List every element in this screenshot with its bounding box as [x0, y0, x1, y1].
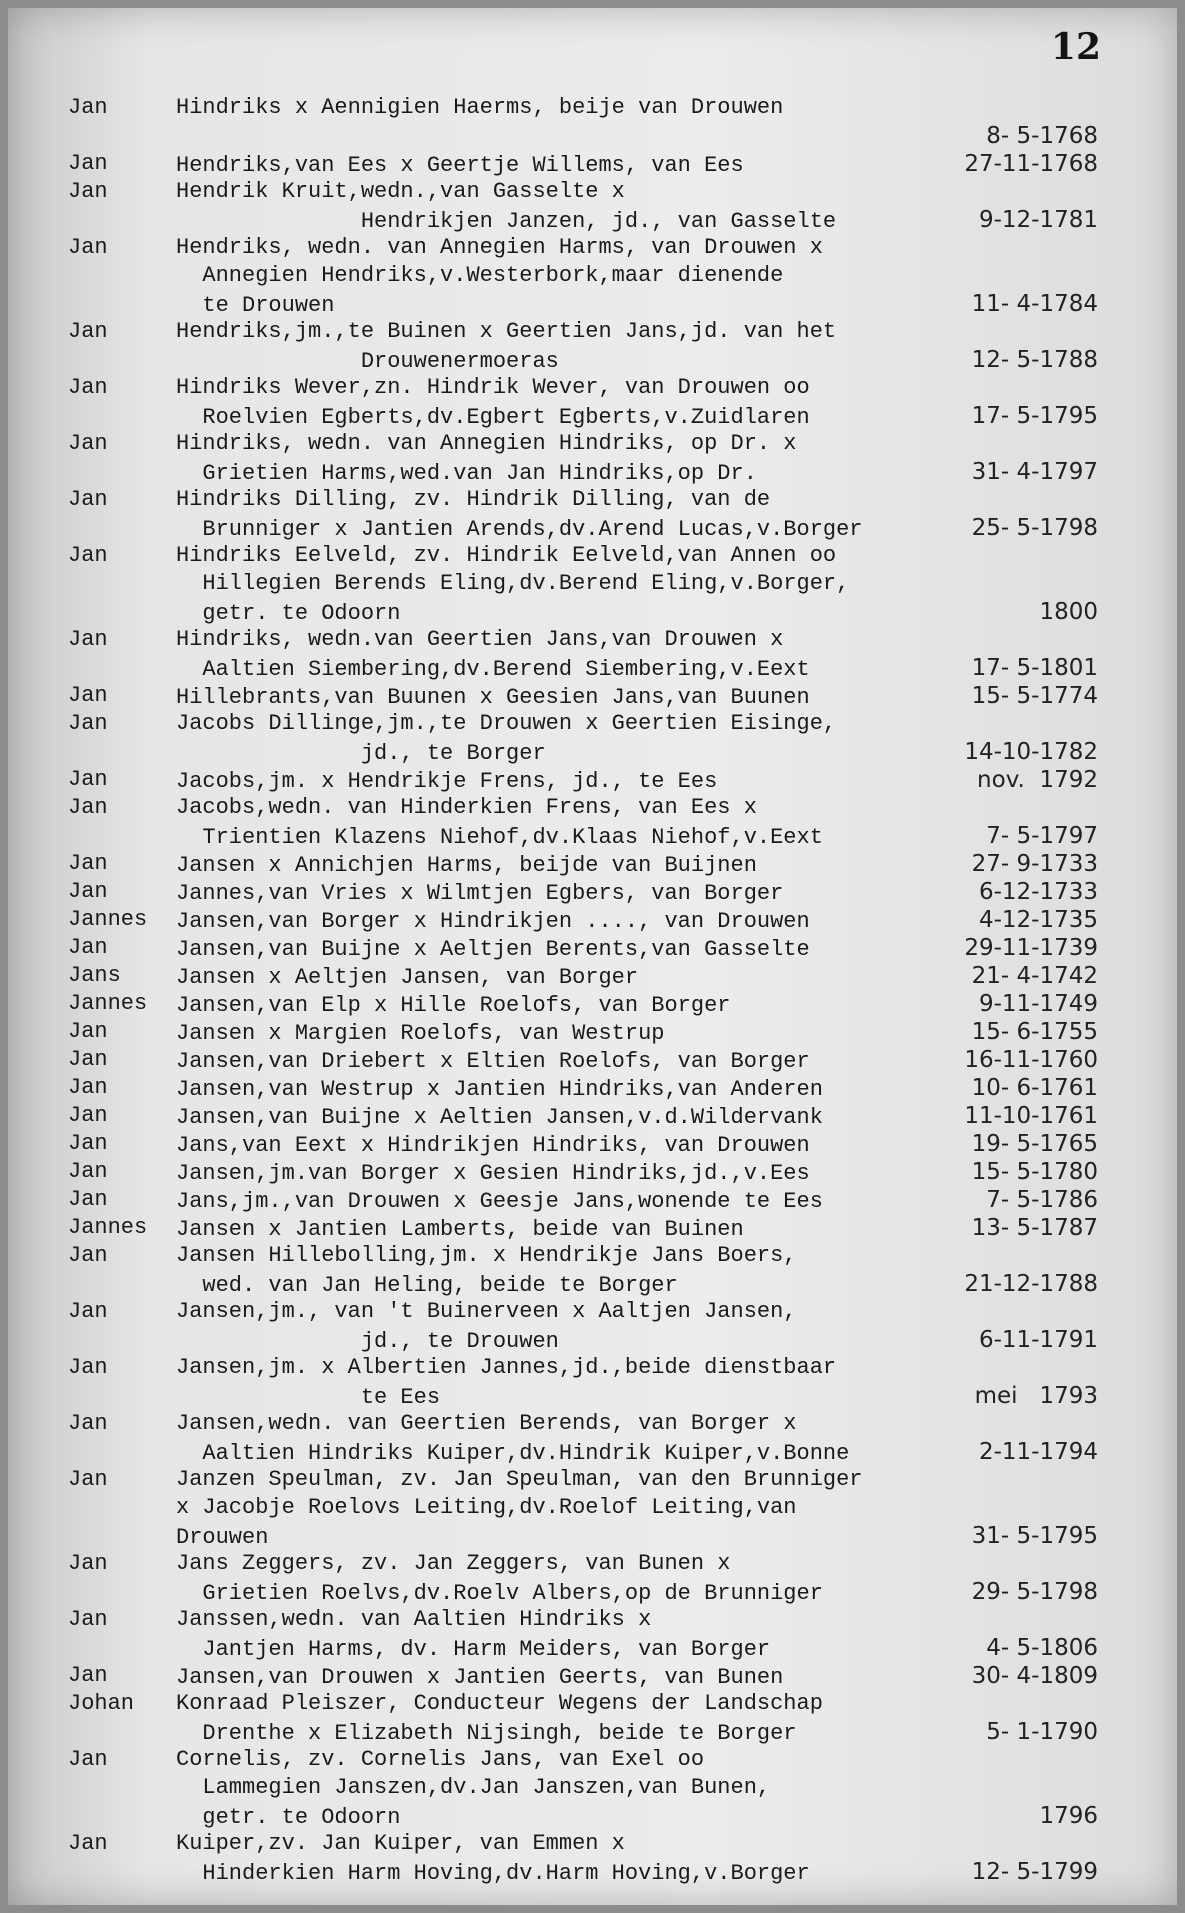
marriage-date: 30- 4-1809: [971, 1663, 1098, 1689]
marriage-date: 6-11-1791: [978, 1327, 1098, 1353]
given-name: Jannes: [68, 907, 148, 932]
entry-body: [176, 626, 1098, 682]
entry-line: [176, 878, 1098, 906]
entry-text: getr. te Odoorn: [176, 601, 401, 626]
entry-body: [176, 766, 1098, 794]
marriage-date: 11-10-1761: [964, 1103, 1098, 1129]
entry-text: Jannes,van Vries x Wilmtjen Egbers, van Borger: [176, 881, 784, 906]
entry-text: Drouwen: [176, 1525, 269, 1550]
entry-line: [176, 1494, 1098, 1522]
entry-text: te Drouwen: [176, 293, 335, 318]
entry-line: [176, 738, 1098, 766]
given-name: Jan: [68, 1047, 108, 1072]
marriage-date: 7- 5-1786: [986, 1187, 1098, 1213]
entry-body: [176, 1662, 1098, 1690]
register-entry: [68, 178, 1098, 234]
entry-text: x Jacobje Roelovs Leiting,dv.Roelof Leiting,van: [176, 1495, 797, 1520]
given-name: Jan: [68, 375, 108, 400]
entry-line: [176, 346, 1098, 374]
given-name: Jan: [68, 711, 108, 736]
given-name: Jan: [68, 1355, 108, 1380]
entry-body: [176, 1550, 1098, 1606]
register-entry: [68, 1606, 1098, 1662]
entry-body: [176, 234, 1098, 318]
entry-text: Jansen,jm., van 't Buinerveen x Aaltjen Jansen,: [176, 1299, 797, 1324]
entry-body: [176, 542, 1098, 626]
entry-line: [176, 934, 1098, 962]
marriage-date: 12- 5-1799: [971, 1859, 1098, 1885]
entry-text: Jansen,van Buijne x Aeltien Jansen,v.d.Wildervank: [176, 1105, 823, 1130]
register-entry: [68, 1466, 1098, 1550]
entry-line: [176, 1466, 1098, 1494]
given-name: Jan: [68, 1019, 108, 1044]
page-number: 12: [1050, 26, 1101, 68]
marriage-date: 10- 6-1761: [971, 1075, 1098, 1101]
entry-text: Hendriks,van Ees x Geertje Willems, van Ees: [176, 153, 744, 178]
register-entry: [68, 990, 1098, 1018]
entry-line: [176, 1550, 1098, 1578]
entry-text: Jansen,jm. x Albertien Jannes,jd.,beide dienstbaar: [176, 1355, 837, 1380]
register-entry: [68, 1214, 1098, 1242]
entry-line: [176, 234, 1098, 262]
entry-text: Jacobs,wedn. van Hinderkien Frens, van Ees x: [176, 795, 757, 820]
entry-body: [176, 94, 1098, 150]
entry-text: Roelvien Egberts,dv.Egbert Egberts,v.Zuidlaren: [176, 405, 810, 430]
entry-text: Hindriks x Aennigien Haerms, beije van Drouwen: [176, 95, 784, 120]
entry-line: [176, 206, 1098, 234]
marriage-date: 19- 5-1765: [971, 1131, 1098, 1157]
register-entry: [68, 682, 1098, 710]
entry-line: [176, 906, 1098, 934]
entry-line: [176, 290, 1098, 318]
entry-line: [176, 1802, 1098, 1830]
entry-line: [176, 654, 1098, 682]
register-entry: [68, 318, 1098, 374]
marriage-date: 16-11-1760: [964, 1047, 1098, 1073]
marriage-date: 15- 5-1774: [971, 683, 1098, 709]
register-entry: [68, 934, 1098, 962]
entry-text: Aaltien Hindriks Kuiper,dv.Hindrik Kuiper,v.Bonne: [176, 1441, 850, 1466]
entry-body: [176, 150, 1098, 178]
entry-body: [176, 1158, 1098, 1186]
entry-line: [176, 178, 1098, 206]
entry-line: [176, 430, 1098, 458]
given-name: Jan: [68, 1411, 108, 1436]
entry-line: [176, 1690, 1098, 1718]
given-name: Jan: [68, 1159, 108, 1184]
entry-line: [176, 1662, 1098, 1690]
entry-text: Hendriks, wedn. van Annegien Harms, van Drouwen x: [176, 235, 823, 260]
entry-text: Jansen x Annichjen Harms, beijde van Buijnen: [176, 853, 757, 878]
marriage-date: 17- 5-1801: [971, 655, 1098, 681]
register-entry: [68, 794, 1098, 850]
entry-line: [176, 598, 1098, 626]
entry-text: Jans Zeggers, zv. Jan Zeggers, van Bunen x: [176, 1551, 731, 1576]
entry-line: [176, 1046, 1098, 1074]
marriage-date: 5- 1-1790: [986, 1719, 1098, 1745]
register-entry: [68, 542, 1098, 626]
entry-body: [176, 430, 1098, 486]
given-name: Jan: [68, 683, 108, 708]
entry-body: [176, 374, 1098, 430]
given-name: Jan: [68, 1103, 108, 1128]
marriage-date: nov. 1792: [977, 767, 1098, 793]
entry-text: Jansen,van Elp x Hille Roelofs, van Borger: [176, 993, 731, 1018]
marriage-register-list: [68, 94, 1098, 1886]
entry-text: Hillebrants,van Buunen x Geesien Jans,van Buunen: [176, 685, 810, 710]
given-name: Jans: [68, 963, 121, 988]
marriage-date: 9-12-1781: [978, 207, 1098, 233]
entry-body: [176, 1354, 1098, 1410]
marriage-date: 29- 5-1798: [971, 1579, 1098, 1605]
register-entry: [68, 1102, 1098, 1130]
entry-body: [176, 1186, 1098, 1214]
entry-line: [176, 822, 1098, 850]
entry-line: [176, 542, 1098, 570]
entry-line: [176, 1326, 1098, 1354]
entry-line: [176, 1298, 1098, 1326]
marriage-date: 21-12-1788: [964, 1271, 1098, 1297]
entry-body: [176, 878, 1098, 906]
entry-text: Hinderkien Harm Hoving,dv.Harm Hoving,v.Borger: [176, 1861, 810, 1886]
entry-text: jd., te Borger: [176, 741, 546, 766]
entry-text: Hindriks Eelveld, zv. Hindrik Eelveld,van Annen oo: [176, 543, 837, 568]
register-entry: [68, 878, 1098, 906]
entry-line: [176, 1354, 1098, 1382]
entry-body: [176, 1214, 1098, 1242]
marriage-date: 15- 6-1755: [971, 1019, 1098, 1045]
given-name: Jan: [68, 95, 108, 120]
entry-line: [176, 1634, 1098, 1662]
entry-body: [176, 962, 1098, 990]
entry-text: Jacobs,jm. x Hendrikje Frens, jd., te Ees: [176, 769, 718, 794]
entry-line: [176, 850, 1098, 878]
entry-text: Drenthe x Elizabeth Nijsingh, beide te Borger: [176, 1721, 797, 1746]
given-name: Jan: [68, 1131, 108, 1156]
marriage-date: mei 1793: [974, 1383, 1098, 1409]
entry-line: [176, 1410, 1098, 1438]
entry-text: Jantjen Harms, dv. Harm Meiders, van Borger: [176, 1637, 771, 1662]
register-entry: [68, 906, 1098, 934]
register-entry: [68, 1046, 1098, 1074]
register-entry: [68, 1690, 1098, 1746]
given-name: Jan: [68, 319, 108, 344]
entry-text: Cornelis, zv. Cornelis Jans, van Exel oo: [176, 1747, 705, 1772]
given-name: Johan: [68, 1691, 135, 1716]
register-entry: [68, 1410, 1098, 1466]
register-entry: [68, 1074, 1098, 1102]
given-name: Jan: [68, 235, 108, 260]
marriage-date: 29-11-1739: [964, 935, 1098, 961]
register-entry: [68, 1830, 1098, 1886]
marriage-date: 11- 4-1784: [971, 291, 1098, 317]
entry-text: Lammegien Janszen,dv.Jan Janszen,van Bunen,: [176, 1775, 771, 1800]
entry-body: [176, 1830, 1098, 1886]
register-entry: [68, 1354, 1098, 1410]
entry-body: [176, 682, 1098, 710]
entry-line: [176, 1270, 1098, 1298]
entry-line: [176, 710, 1098, 738]
entry-line: [176, 962, 1098, 990]
given-name: Jan: [68, 1747, 108, 1772]
entry-line: [176, 766, 1098, 794]
entry-text: jd., te Drouwen: [176, 1329, 559, 1354]
entry-text: Hendriks,jm.,te Buinen x Geertien Jans,jd. van het: [176, 319, 837, 344]
given-name: Jan: [68, 1243, 108, 1268]
given-name: Jannes: [68, 991, 148, 1016]
entry-body: [176, 318, 1098, 374]
given-name: Jan: [68, 151, 108, 176]
register-entry: [68, 710, 1098, 766]
entry-text: Jansen x Margien Roelofs, van Westrup: [176, 1021, 665, 1046]
entry-line: [176, 150, 1098, 178]
entry-line: [176, 1830, 1098, 1858]
marriage-date: 7- 5-1797: [986, 823, 1098, 849]
marriage-date: 25- 5-1798: [971, 515, 1098, 541]
given-name: Jan: [68, 1187, 108, 1212]
entry-text: Jansen x Aeltjen Jansen, van Borger: [176, 965, 639, 990]
entry-line: [176, 1102, 1098, 1130]
marriage-date: 1796: [1039, 1803, 1098, 1829]
marriage-date: 6-12-1733: [978, 879, 1098, 905]
entry-text: Hindriks, wedn.van Geertien Jans,van Drouwen x: [176, 627, 784, 652]
given-name: Jannes: [68, 1215, 148, 1240]
register-entry: [68, 1298, 1098, 1354]
register-entry: [68, 1550, 1098, 1606]
entry-line: [176, 1438, 1098, 1466]
register-entry: [68, 1018, 1098, 1046]
given-name: Jan: [68, 179, 108, 204]
entry-body: [176, 1410, 1098, 1466]
given-name: Jan: [68, 1299, 108, 1324]
entry-line: [176, 626, 1098, 654]
entry-line: [176, 1774, 1098, 1802]
entry-line: [176, 1382, 1098, 1410]
entry-text: Trientien Klazens Niehof,dv.Klaas Niehof,v.Eext: [176, 825, 823, 850]
entry-text: Hendrik Kruit,wedn.,van Gasselte x: [176, 179, 625, 204]
entry-text: Hindriks Dilling, zv. Hindrik Dilling, van de: [176, 487, 771, 512]
register-entry: [68, 766, 1098, 794]
register-entry: [68, 1158, 1098, 1186]
entry-line: [176, 1074, 1098, 1102]
entry-body: [176, 1242, 1098, 1298]
entry-text: Jacobs Dillinge,jm.,te Drouwen x Geertien Eisinge,: [176, 711, 837, 736]
entry-body: [176, 1046, 1098, 1074]
entry-text: Hindriks, wedn. van Annegien Hindriks, op Dr. x: [176, 431, 797, 456]
marriage-date: 27-11-1768: [964, 151, 1098, 177]
marriage-date: 31- 5-1795: [971, 1523, 1098, 1549]
entry-text: Hendrikjen Janzen, jd., van Gasselte: [176, 209, 837, 234]
entry-line: [176, 1130, 1098, 1158]
entry-text: Drouwenermoeras: [176, 349, 559, 374]
entry-body: [176, 1690, 1098, 1746]
marriage-date: 1800: [1039, 599, 1098, 625]
entry-text: Jans,van Eext x Hindrikjen Hindriks, van Drouwen: [176, 1133, 810, 1158]
document-page: [8, 8, 1177, 1905]
marriage-date: 21- 4-1742: [971, 963, 1098, 989]
register-entry: [68, 94, 1098, 150]
marriage-date: 13- 5-1787: [971, 1215, 1098, 1241]
given-name: Jan: [68, 1831, 108, 1856]
entry-text: Brunniger x Jantien Arends,dv.Arend Lucas,v.Borger: [176, 517, 863, 542]
entry-text: Jansen,van Drouwen x Jantien Geerts, van Bunen: [176, 1665, 784, 1690]
entry-line: [176, 122, 1098, 150]
register-entry: [68, 1130, 1098, 1158]
entry-line: [176, 1746, 1098, 1774]
given-name: Jan: [68, 935, 108, 960]
entry-body: [176, 1606, 1098, 1662]
entry-line: [176, 682, 1098, 710]
entry-text: Jans,jm.,van Drouwen x Geesje Jans,wonende te Ees: [176, 1189, 823, 1214]
register-entry: [68, 1662, 1098, 1690]
marriage-date: 17- 5-1795: [971, 403, 1098, 429]
entry-line: [176, 262, 1098, 290]
entry-body: [176, 794, 1098, 850]
entry-text: Jansen,wedn. van Geertien Berends, van Borger x: [176, 1411, 797, 1436]
marriage-date: 4-12-1735: [978, 907, 1098, 933]
given-name: Jan: [68, 543, 108, 568]
given-name: Jan: [68, 487, 108, 512]
marriage-date: 4- 5-1806: [986, 1635, 1098, 1661]
entry-text: Jansen x Jantien Lamberts, beide van Buinen: [176, 1217, 744, 1242]
marriage-date: 14-10-1782: [964, 739, 1098, 765]
entry-body: [176, 906, 1098, 934]
entry-line: [176, 458, 1098, 486]
entry-body: [176, 990, 1098, 1018]
entry-text: Janzen Speulman, zv. Jan Speulman, van den Brunniger: [176, 1467, 863, 1492]
marriage-date: 2-11-1794: [978, 1439, 1098, 1465]
entry-line: [176, 1606, 1098, 1634]
given-name: Jan: [68, 1607, 108, 1632]
entry-line: [176, 1522, 1098, 1550]
entry-body: [176, 710, 1098, 766]
entry-line: [176, 1858, 1098, 1886]
entry-body: [176, 1018, 1098, 1046]
entry-text: Jansen,van Driebert x Eltien Roelofs, van Borger: [176, 1049, 810, 1074]
given-name: Jan: [68, 1075, 108, 1100]
given-name: Jan: [68, 431, 108, 456]
entry-text: Grietien Harms,wed.van Jan Hindriks,op Dr.: [176, 461, 757, 486]
given-name: Jan: [68, 1467, 108, 1492]
given-name: Jan: [68, 1551, 108, 1576]
entry-line: [176, 94, 1098, 122]
entry-text: Jansen,jm.van Borger x Gesien Hindriks,jd.,v.Ees: [176, 1161, 810, 1186]
register-entry: [68, 962, 1098, 990]
entry-body: [176, 178, 1098, 234]
entry-line: [176, 990, 1098, 1018]
entry-body: [176, 1466, 1098, 1550]
given-name: Jan: [68, 851, 108, 876]
register-entry: [68, 1746, 1098, 1830]
entry-line: [176, 1242, 1098, 1270]
entry-body: [176, 1298, 1098, 1354]
marriage-date: 8- 5-1768: [986, 123, 1098, 149]
entry-line: [176, 1214, 1098, 1242]
entry-text: Jansen,van Westrup x Jantien Hindriks,van Anderen: [176, 1077, 823, 1102]
given-name: Jan: [68, 795, 108, 820]
entry-text: Janssen,wedn. van Aaltien Hindriks x: [176, 1607, 652, 1632]
entry-line: [176, 1158, 1098, 1186]
marriage-date: 27- 9-1733: [971, 851, 1098, 877]
entry-text: Jansen,van Buijne x Aeltjen Berents,van Gasselte: [176, 937, 810, 962]
register-entry: [68, 374, 1098, 430]
entry-text: Kuiper,zv. Jan Kuiper, van Emmen x: [176, 1831, 625, 1856]
entry-text: Jansen,van Borger x Hindrikjen ...., van Drouwen: [176, 909, 810, 934]
entry-line: [176, 570, 1098, 598]
register-entry: [68, 850, 1098, 878]
entry-text: Aaltien Siembering,dv.Berend Siembering,v.Eext: [176, 657, 810, 682]
register-entry: [68, 150, 1098, 178]
given-name: Jan: [68, 627, 108, 652]
marriage-date: 9-11-1749: [978, 991, 1098, 1017]
register-entry: [68, 430, 1098, 486]
entry-body: [176, 1130, 1098, 1158]
register-entry: [68, 1242, 1098, 1298]
entry-body: [176, 1074, 1098, 1102]
given-name: Jan: [68, 767, 108, 792]
entry-body: [176, 850, 1098, 878]
entry-body: [176, 1746, 1098, 1830]
entry-line: [176, 794, 1098, 822]
entry-text: wed. van Jan Heling, beide te Borger: [176, 1273, 678, 1298]
entry-text: Grietien Roelvs,dv.Roelv Albers,op de Brunniger: [176, 1581, 823, 1606]
given-name: Jan: [68, 1663, 108, 1688]
entry-line: [176, 1578, 1098, 1606]
entry-line: [176, 1018, 1098, 1046]
given-name: Jan: [68, 879, 108, 904]
entry-text: te Ees: [176, 1385, 441, 1410]
register-entry: [68, 486, 1098, 542]
entry-body: [176, 934, 1098, 962]
entry-line: [176, 374, 1098, 402]
entry-line: [176, 1186, 1098, 1214]
entry-body: [176, 1102, 1098, 1130]
entry-line: [176, 1718, 1098, 1746]
marriage-date: 31- 4-1797: [971, 459, 1098, 485]
entry-line: [176, 318, 1098, 346]
entry-text: Jansen Hillebolling,jm. x Hendrikje Jans Boers,: [176, 1243, 797, 1268]
register-entry: [68, 234, 1098, 318]
entry-text: Hindriks Wever,zn. Hindrik Wever, van Drouwen oo: [176, 375, 810, 400]
entry-text: Konraad Pleiszer, Conducteur Wegens der Landschap: [176, 1691, 823, 1716]
entry-text: Annegien Hendriks,v.Westerbork,maar dienende: [176, 263, 784, 288]
marriage-date: 15- 5-1780: [971, 1159, 1098, 1185]
register-entry: [68, 626, 1098, 682]
entry-body: [176, 486, 1098, 542]
entry-line: [176, 486, 1098, 514]
entry-line: [176, 402, 1098, 430]
register-entry: [68, 1186, 1098, 1214]
marriage-date: 12- 5-1788: [971, 347, 1098, 373]
entry-text: getr. te Odoorn: [176, 1805, 401, 1830]
entry-text: Hillegien Berends Eling,dv.Berend Eling,v.Borger,: [176, 571, 850, 596]
entry-line: [176, 514, 1098, 542]
